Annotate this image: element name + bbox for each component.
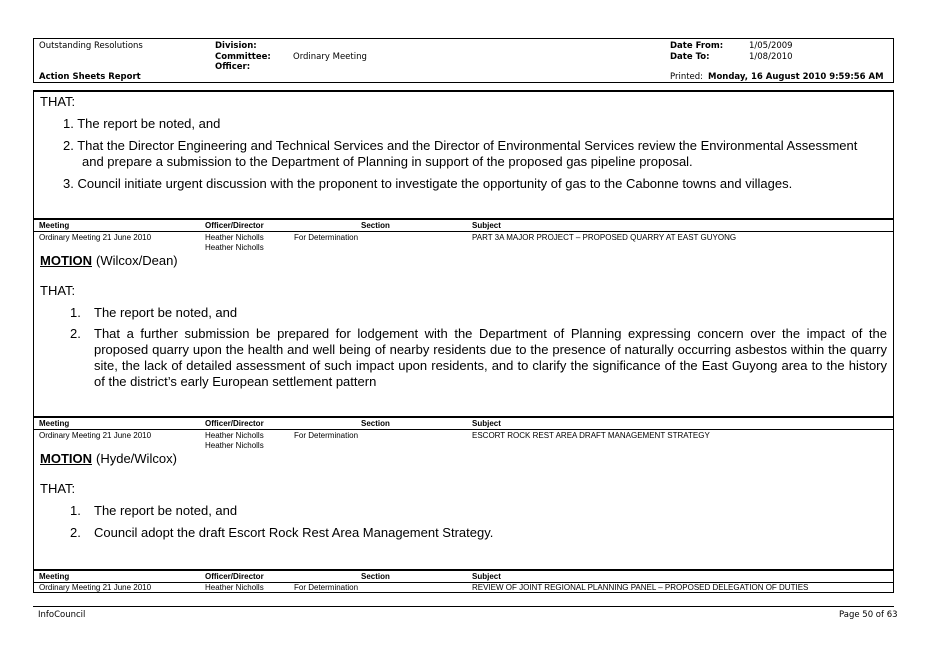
section-cell: For Determination xyxy=(294,583,359,592)
motion-label: MOTION xyxy=(40,451,92,466)
meeting-cell: Ordinary Meeting 21 June 2010 xyxy=(39,233,152,242)
motion-label: MOTION xyxy=(40,253,92,268)
divider xyxy=(34,231,893,232)
committee-value: Ordinary Meeting xyxy=(293,52,367,62)
subject-cell: ESCORT ROCK REST AREA DRAFT MANAGEMENT STRATEGY xyxy=(472,431,710,440)
meeting-cell: Ordinary Meeting 21 June 2010 xyxy=(39,431,152,440)
that-heading: THAT: xyxy=(40,283,76,298)
resolution-item: That a further submission be prepared for lodgement with the Department of Planning expressing concern over the impact of the proposed quarry upon the health and well being of nearby residents due to the presence of naturally occurring asbestos within the quarry site, the lack of detailed assessment of such impact upon residents, and to clarify the significance of the East Guyong area to the history of the district’s early European settlement pattern xyxy=(94,326,887,389)
divider xyxy=(34,218,893,220)
resolution-item: The report be noted, and xyxy=(94,503,238,518)
footer-brand: InfoCouncil xyxy=(38,610,86,620)
resolution-item: 2. That the Director Engineering and Technical Services and the Director of Environmental Services review the Environmental Assessment xyxy=(63,138,858,153)
meeting-cell: Ordinary Meeting 21 June 2010 xyxy=(39,583,152,592)
resolution-item: 1. The report be noted, and xyxy=(63,116,221,131)
divider xyxy=(34,416,893,418)
item-number: 2. xyxy=(70,525,81,540)
col-meeting-header: Meeting xyxy=(39,572,70,581)
col-officer-header: Officer/Director xyxy=(205,572,264,581)
date-from-label: Date From: xyxy=(670,41,724,51)
printed-value: Monday, 16 August 2010 9:59:56 AM xyxy=(708,72,884,82)
that-heading: THAT: xyxy=(40,94,76,109)
footer-divider xyxy=(33,606,894,607)
col-officer-header: Officer/Director xyxy=(205,221,264,230)
col-section-header: Section xyxy=(361,419,390,428)
date-to-label: Date To: xyxy=(670,52,710,62)
divider xyxy=(34,569,893,571)
resolution-item: Council adopt the draft Escort Rock Rest Area Management Strategy. xyxy=(94,525,494,540)
resolution-item-continued: and prepare a submission to the Department of Planning in support of the proposed gas pipeline proposal. xyxy=(82,154,693,169)
date-from-value: 1/05/2009 xyxy=(749,41,793,51)
officer-cell: Heather Nicholls xyxy=(205,583,264,592)
division-label: Division: xyxy=(215,41,257,51)
col-meeting-header: Meeting xyxy=(39,221,70,230)
report-body xyxy=(33,90,894,593)
col-subject-header: Subject xyxy=(472,419,501,428)
officer-label: Officer: xyxy=(215,62,251,72)
item-number: 2. xyxy=(70,326,81,341)
report-title: Outstanding Resolutions xyxy=(39,41,143,51)
section-cell: For Determination xyxy=(294,431,359,440)
subject-cell: REVIEW OF JOINT REGIONAL PLANNING PANEL – PROPOSED DELEGATION OF DUTIES xyxy=(472,583,809,592)
officer-cell: Heather Nicholls xyxy=(205,431,264,440)
col-section-header: Section xyxy=(361,221,390,230)
motion-movers: (Hyde/Wilcox) xyxy=(96,451,177,466)
divider xyxy=(34,429,893,430)
date-to-value: 1/08/2010 xyxy=(749,52,793,62)
officer-cell: Heather Nicholls xyxy=(205,441,264,450)
committee-label: Committee: xyxy=(215,52,271,62)
col-meeting-header: Meeting xyxy=(39,419,70,428)
col-section-header: Section xyxy=(361,572,390,581)
officer-cell: Heather Nicholls xyxy=(205,233,264,242)
page-number: Page 50 of 63 xyxy=(839,610,898,620)
printed-label: Printed: xyxy=(670,72,704,82)
report-header xyxy=(33,38,894,83)
col-subject-header: Subject xyxy=(472,221,501,230)
report-subtitle: Action Sheets Report xyxy=(39,72,141,82)
that-heading: THAT: xyxy=(40,481,76,496)
resolution-item: 3. Council initiate urgent discussion with the proponent to investigate the opportunity of gas to the Cabonne towns and villages. xyxy=(63,176,793,191)
item-number: 1. xyxy=(70,305,81,320)
item-number: 1. xyxy=(70,503,81,518)
subject-cell: PART 3A MAJOR PROJECT – PROPOSED QUARRY AT EAST GUYONG xyxy=(472,233,737,242)
col-subject-header: Subject xyxy=(472,572,501,581)
col-officer-header: Officer/Director xyxy=(205,419,264,428)
resolution-item: The report be noted, and xyxy=(94,305,238,320)
section-cell: For Determination xyxy=(294,233,359,242)
officer-cell: Heather Nicholls xyxy=(205,243,264,252)
motion-movers: (Wilcox/Dean) xyxy=(96,253,178,268)
